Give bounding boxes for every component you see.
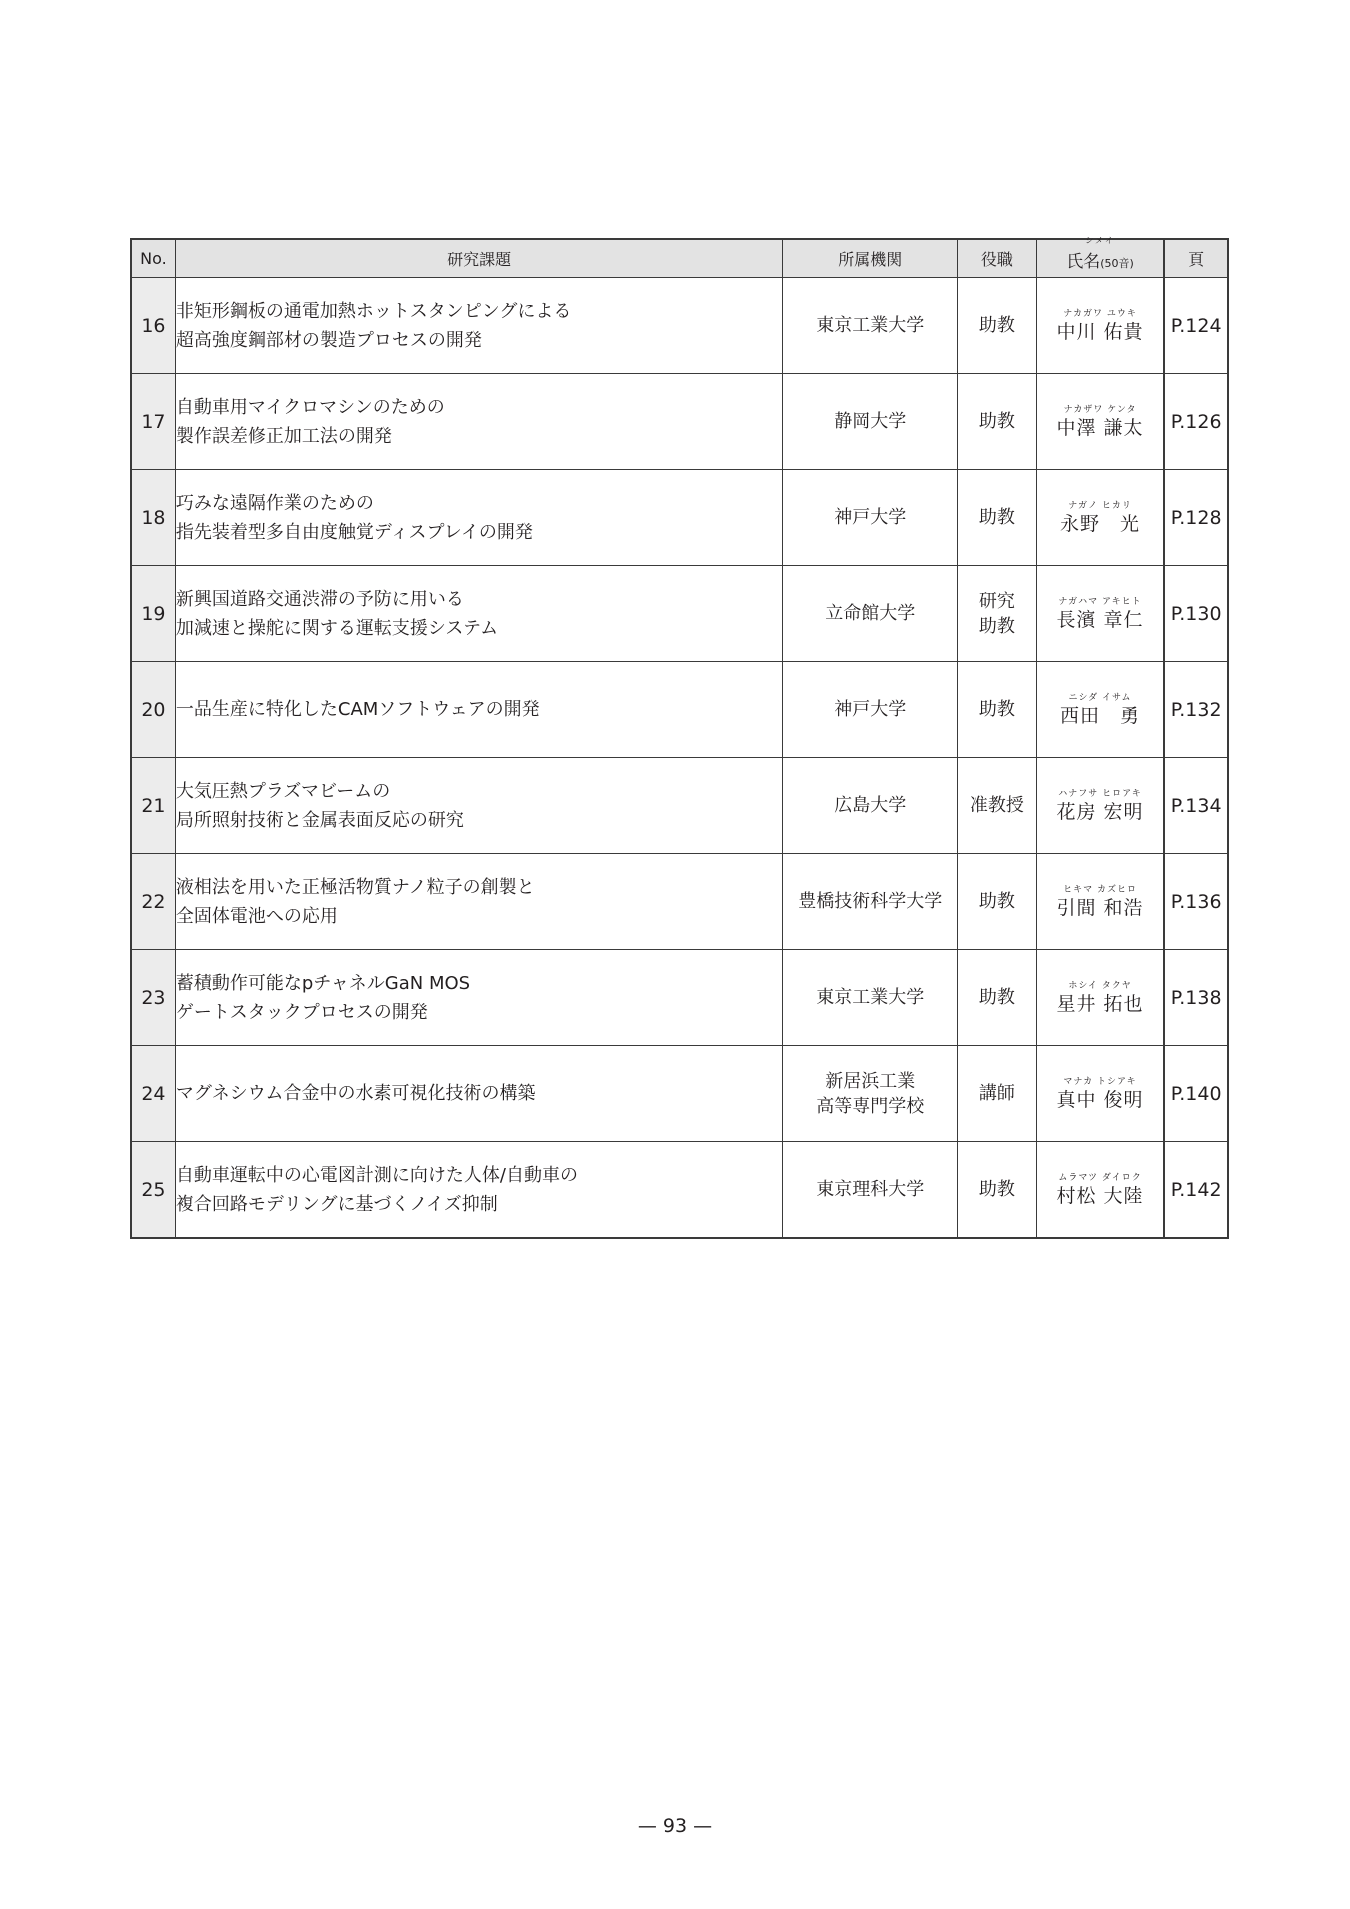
research-title-line: 局所照射技術と金属表面反応の研究 — [175, 809, 464, 831]
institution — [783, 374, 958, 470]
research-title-line: マグネシウム合金中の水素可視化技術の構築 — [175, 1083, 536, 1104]
position — [958, 1046, 1037, 1142]
position-line: 准教授 — [969, 795, 1024, 816]
row-number: 22 — [131, 854, 175, 950]
institution — [783, 950, 958, 1046]
name-kana: ムラマツ ダイロク — [1058, 1172, 1142, 1183]
header-position: 役職 — [958, 239, 1037, 278]
institution — [783, 1046, 958, 1142]
research-title-line: 自動車運転中の心電図計測に向けた人体/自動車の — [175, 1164, 578, 1186]
institution-line: 新居浜工業 — [825, 1070, 916, 1092]
institution-line: 神戸大学 — [834, 699, 907, 720]
researcher-name — [1036, 1046, 1164, 1142]
header-name-label: 氏名 — [1066, 252, 1101, 272]
researcher-name — [1036, 758, 1164, 854]
position — [958, 854, 1037, 950]
page-ref: P.142 — [1164, 1142, 1228, 1239]
table-row — [131, 278, 1228, 374]
institution-line: 立命館大学 — [825, 603, 916, 624]
table-row — [131, 374, 1228, 470]
row-number: 21 — [131, 758, 175, 854]
position-line: 助教 — [978, 1179, 1015, 1200]
institution — [783, 470, 958, 566]
institution — [783, 854, 958, 950]
institution-line: 神戸大学 — [834, 507, 907, 528]
header-no: No. — [131, 239, 175, 278]
header-name-note: (50音) — [1100, 257, 1134, 270]
page-ref: P.124 — [1164, 278, 1228, 374]
researcher-name — [1036, 854, 1164, 950]
name-kana: ヒキマ カズヒロ — [1063, 884, 1137, 895]
research-title — [175, 470, 783, 566]
page-ref: P.134 — [1164, 758, 1228, 854]
research-title — [175, 1142, 783, 1239]
name-kana: ホシイ タクヤ — [1068, 980, 1132, 991]
research-title-line: 新興国道路交通渋滞の予防に用いる — [175, 588, 464, 610]
research-title — [175, 278, 783, 374]
name-kana: ハナフサ ヒロアキ — [1058, 788, 1142, 799]
page-number: — 93 — — [637, 1815, 713, 1837]
research-title-line: 加減速と操舵に関する運転支援システム — [175, 617, 499, 639]
table-row — [131, 470, 1228, 566]
position-line: 助教 — [978, 315, 1015, 336]
name-kanji: 中澤 謙太 — [1056, 416, 1144, 439]
position-line: 講師 — [978, 1083, 1015, 1104]
header-page: 頁 — [1164, 239, 1228, 278]
name-kanji: 西田 勇 — [1060, 704, 1141, 727]
table-header-row — [131, 239, 1228, 278]
institution — [783, 278, 958, 374]
page-ref: P.130 — [1164, 566, 1228, 662]
position-line: 研究 — [978, 590, 1015, 612]
name-kanji: 引間 和浩 — [1056, 896, 1144, 919]
row-number: 18 — [131, 470, 175, 566]
institution-line: 東京理科大学 — [816, 1179, 925, 1200]
research-title-line: 液相法を用いた正極活物質ナノ粒子の創製と — [175, 876, 535, 898]
table-row — [131, 1046, 1228, 1142]
research-title — [175, 566, 783, 662]
table-row — [131, 758, 1228, 854]
name-kana: ナカザワ ケンタ — [1063, 404, 1137, 415]
research-title-line: 全固体電池への応用 — [175, 905, 338, 927]
name-kanji: 中川 佑貴 — [1056, 320, 1144, 343]
name-kanji: 永野 光 — [1060, 512, 1141, 535]
institution — [783, 566, 958, 662]
institution — [783, 758, 958, 854]
header-title: 研究課題 — [175, 239, 783, 278]
name-kana: ナカガワ ユウキ — [1063, 308, 1137, 319]
row-number: 25 — [131, 1142, 175, 1239]
name-kanji: 花房 宏明 — [1056, 800, 1144, 823]
position — [958, 278, 1037, 374]
research-title-line: 複合回路モデリングに基づくノイズ抑制 — [175, 1193, 498, 1215]
research-title-line: ゲートスタックプロセスの開発 — [175, 1001, 428, 1023]
researcher-name — [1036, 1142, 1164, 1239]
researcher-name — [1036, 950, 1164, 1046]
institution — [783, 1142, 958, 1239]
row-number: 20 — [131, 662, 175, 758]
position — [958, 758, 1037, 854]
position — [958, 950, 1037, 1046]
research-title-line: 巧みな遠隔作業のための — [175, 492, 374, 514]
researcher-name — [1036, 662, 1164, 758]
researcher-name — [1036, 470, 1164, 566]
research-title — [175, 374, 783, 470]
table-row — [131, 1142, 1228, 1239]
research-title — [175, 1046, 783, 1142]
page-ref: P.132 — [1164, 662, 1228, 758]
research-title-line: 自動車用マイクロマシンのための — [175, 396, 445, 418]
research-title — [175, 854, 783, 950]
name-kanji: 真中 俊明 — [1056, 1088, 1144, 1111]
header-name — [1036, 236, 1164, 278]
table-row — [131, 950, 1228, 1046]
name-kanji: 星井 拓也 — [1056, 992, 1144, 1015]
table-row — [131, 566, 1228, 662]
institution — [783, 662, 958, 758]
position — [958, 566, 1037, 662]
header-institution: 所属機関 — [783, 239, 958, 278]
institution-line: 東京工業大学 — [816, 315, 925, 336]
row-number: 17 — [131, 374, 175, 470]
name-kanji: 長濱 章仁 — [1056, 608, 1144, 631]
research-title-line: 一品生産に特化したCAMソフトウェアの開発 — [175, 699, 540, 720]
research-title-line: 大気圧熱プラズマビームの — [175, 780, 391, 802]
page-ref: P.128 — [1164, 470, 1228, 566]
institution-line: 東京工業大学 — [816, 987, 925, 1008]
research-title-line: 製作誤差修正加工法の開発 — [175, 425, 392, 447]
research-title — [175, 950, 783, 1046]
researcher-name — [1036, 278, 1164, 374]
row-number: 24 — [131, 1046, 175, 1142]
name-kana: ナガハマ アキヒト — [1058, 596, 1142, 607]
research-table — [130, 238, 1229, 1239]
page-ref: P.136 — [1164, 854, 1228, 950]
position-line: 助教 — [978, 699, 1015, 720]
researcher-name — [1036, 566, 1164, 662]
institution-line: 豊橋技術科学大学 — [798, 891, 943, 912]
position — [958, 1142, 1037, 1239]
name-kana: ニシダ イサム — [1068, 692, 1132, 703]
table-row — [131, 854, 1228, 950]
position — [958, 662, 1037, 758]
position-line: 助教 — [978, 411, 1015, 432]
institution-line: 高等専門学校 — [816, 1095, 925, 1117]
research-title-line: 非矩形鋼板の通電加熱ホットスタンピングによる — [175, 300, 572, 322]
page-ref: P.138 — [1164, 950, 1228, 1046]
row-number: 23 — [131, 950, 175, 1046]
position-line: 助教 — [978, 987, 1015, 1008]
page-ref: P.140 — [1164, 1046, 1228, 1142]
row-number: 19 — [131, 566, 175, 662]
researcher-name — [1036, 374, 1164, 470]
position — [958, 470, 1037, 566]
table-row — [131, 662, 1228, 758]
research-title-line: 超高強度鋼部材の製造プロセスの開発 — [175, 329, 482, 351]
institution-line: 静岡大学 — [834, 411, 907, 432]
position — [958, 374, 1037, 470]
position-line: 助教 — [978, 615, 1015, 637]
name-kana: ナガノ ヒカリ — [1068, 500, 1132, 511]
header-name-kana: シメイ — [1085, 236, 1115, 245]
institution-line: 広島大学 — [834, 795, 907, 816]
name-kanji: 村松 大陸 — [1056, 1184, 1144, 1207]
position-line: 助教 — [978, 891, 1015, 912]
research-title-line: 指先装着型多自由度触覚ディスプレイの開発 — [175, 521, 533, 543]
row-number: 16 — [131, 278, 175, 374]
name-kana: マナカ トシアキ — [1063, 1076, 1137, 1087]
research-title — [175, 662, 783, 758]
page-ref: P.126 — [1164, 374, 1228, 470]
research-title-line: 蓄積動作可能なpチャネルGaN MOS — [175, 972, 471, 994]
position-line: 助教 — [978, 507, 1015, 528]
research-title — [175, 758, 783, 854]
